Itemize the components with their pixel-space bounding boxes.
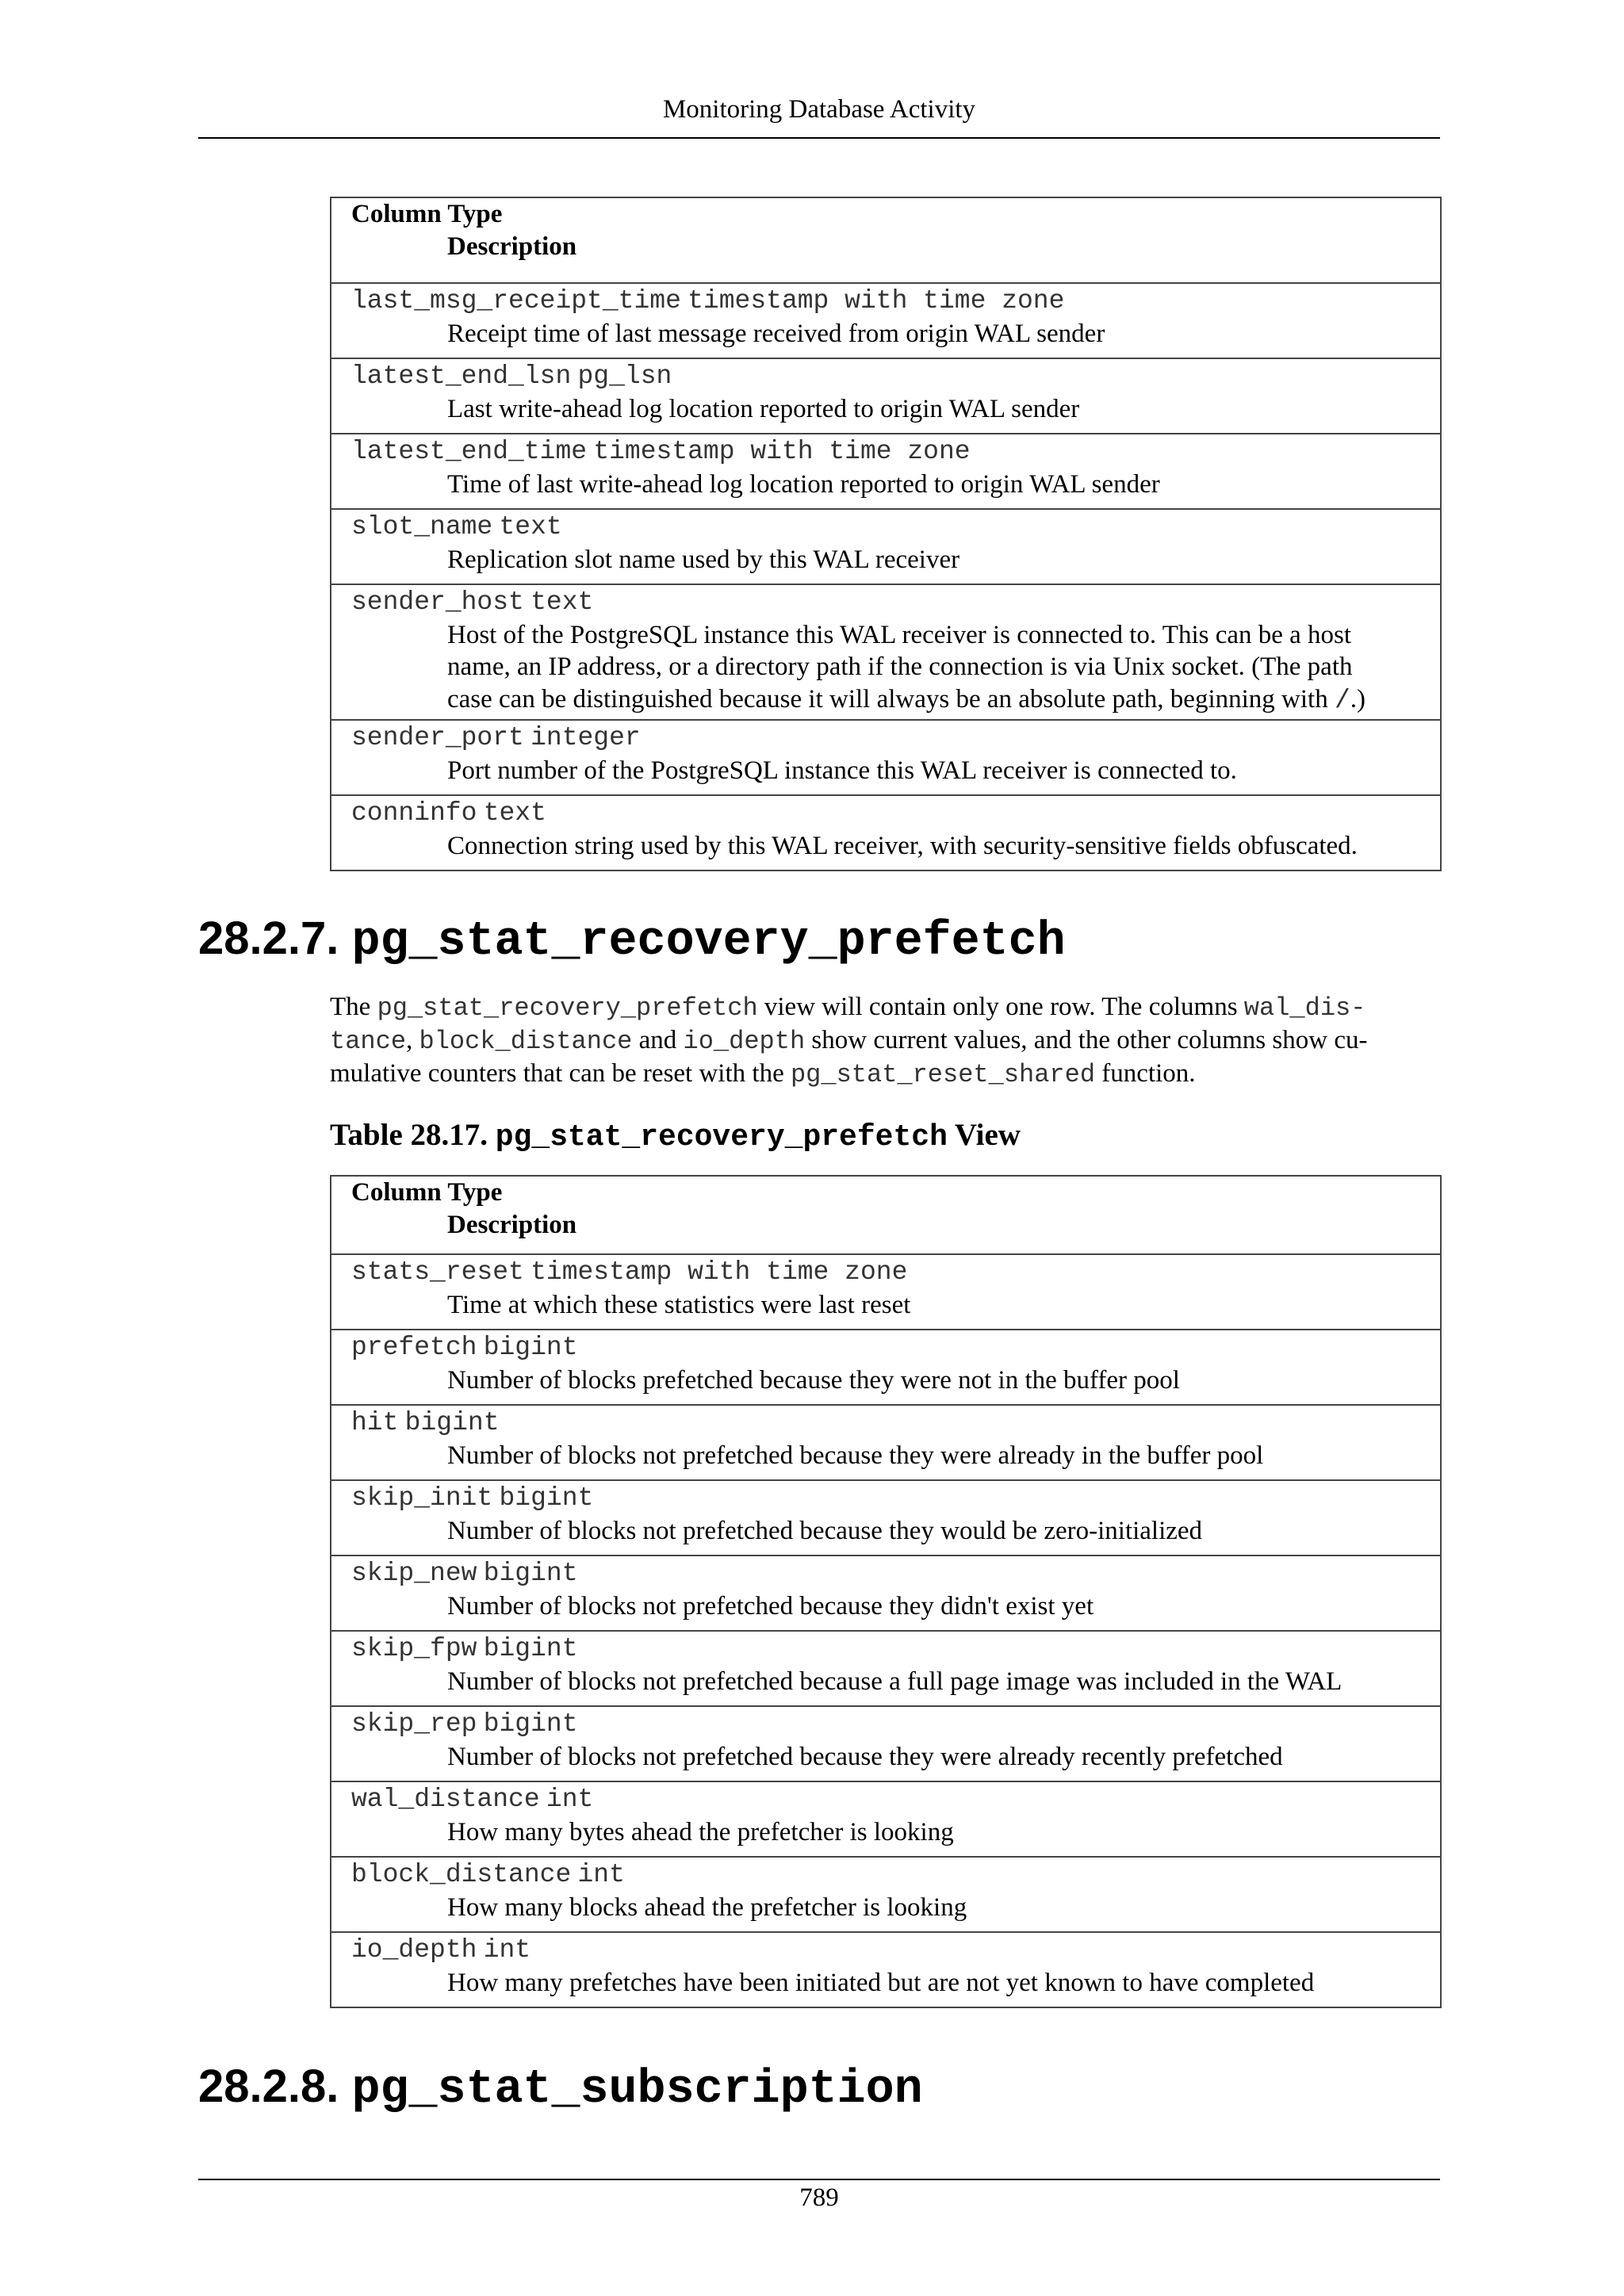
- table-cell: [331, 584, 1441, 720]
- column-type: bigint: [404, 1408, 500, 1437]
- table-cell: [331, 1405, 1441, 1480]
- section-view-name: pg_stat_recovery_prefetch: [351, 915, 1066, 969]
- section-view-name: pg_stat_subscription: [351, 2063, 923, 2117]
- description-line: Number of blocks not prefetched because they were already recently prefetched: [447, 1742, 1283, 1771]
- column-name: last_msg_receipt_time: [351, 286, 681, 316]
- column-description: [351, 1440, 1421, 1475]
- column-type: text: [499, 512, 562, 541]
- column-name: stats_reset: [351, 1257, 524, 1287]
- table-row: [331, 720, 1441, 795]
- table-cell: [331, 720, 1441, 795]
- column-description: [351, 1892, 1421, 1927]
- column-type: bigint: [483, 1559, 578, 1588]
- column-description: [351, 1364, 1421, 1399]
- column-type: timestamp with time zone: [688, 286, 1065, 316]
- column-name-type: [351, 1933, 1421, 1967]
- table-row: [331, 358, 1441, 434]
- description-line: Number of blocks not prefetched because a full page image was included in the WAL: [447, 1667, 1342, 1696]
- table-row: [331, 795, 1441, 871]
- column-name: block_distance: [351, 1860, 572, 1889]
- column-name-type: [351, 510, 1421, 544]
- description-line: Receipt time of last message received from origin WAL sender: [447, 319, 1105, 348]
- columns-table-recovery-prefetch: [330, 1175, 1442, 2008]
- column-description: [351, 393, 1421, 428]
- table-cell: [331, 283, 1441, 358]
- column-name: skip_new: [351, 1559, 477, 1588]
- column-description: [351, 619, 1421, 720]
- description-line: Port number of the PostgreSQL instance this WAL receiver is connected to.: [447, 756, 1237, 785]
- column-description: [351, 1515, 1421, 1550]
- column-name: skip_init: [351, 1483, 493, 1513]
- column-type: bigint: [483, 1634, 578, 1663]
- table-cell: [331, 358, 1441, 434]
- table-row: [331, 1330, 1441, 1405]
- table-row: [331, 584, 1441, 720]
- column-type: timestamp with time zone: [593, 437, 971, 466]
- column-name-type: [351, 1782, 1421, 1816]
- table-cell: [331, 795, 1441, 871]
- table-row: [331, 283, 1441, 358]
- description-line: Number of blocks not prefetched because they would be zero-initialized: [447, 1516, 1203, 1545]
- header-rule: [198, 137, 1440, 139]
- description-line: Number of blocks not prefetched because they didn't exist yet: [447, 1591, 1094, 1621]
- column-type: bigint: [483, 1709, 578, 1739]
- column-name-type: [351, 796, 1421, 830]
- column-type: int: [483, 1935, 531, 1965]
- table-cell: [331, 434, 1441, 509]
- column-name: slot_name: [351, 512, 493, 541]
- table-cell: [331, 1254, 1441, 1330]
- description-line: Number of blocks prefetched because they were not in the buffer pool: [447, 1365, 1180, 1395]
- table-row: [331, 1556, 1441, 1631]
- column-name-type: [351, 1255, 1421, 1289]
- table-row: [331, 1706, 1441, 1781]
- column-name: hit: [351, 1408, 399, 1437]
- column-name: skip_fpw: [351, 1634, 477, 1663]
- running-header: Monitoring Database Activity: [662, 95, 976, 124]
- column-description: [351, 830, 1421, 865]
- description-line: name, an IP address, or a directory path if the connection is via Unix socket. (The path: [447, 652, 1353, 681]
- page-number: 789: [799, 2183, 839, 2212]
- table-caption: Table 28.17. pg_stat_recovery_prefetch View: [330, 1118, 1021, 1154]
- column-name: skip_rep: [351, 1709, 477, 1739]
- column-type: int: [577, 1860, 625, 1889]
- column-type: text: [483, 798, 546, 828]
- column-type: bigint: [483, 1333, 578, 1362]
- column-name: sender_port: [351, 723, 524, 752]
- table-row: [331, 1254, 1441, 1330]
- column-name-type: [351, 434, 1421, 469]
- description-line: Time of last write-ahead log location reported to origin WAL sender: [447, 469, 1160, 499]
- column-name-type: [351, 1707, 1421, 1741]
- table-cell: [331, 1631, 1441, 1706]
- header-description: Description: [447, 1210, 577, 1239]
- column-name-type: [351, 359, 1421, 393]
- table-row: [331, 1405, 1441, 1480]
- table-cell: [331, 1480, 1441, 1556]
- column-name-type: [351, 721, 1421, 755]
- section-title-pg-stat-recovery-prefetch: [198, 913, 1066, 967]
- table-row: [331, 1631, 1441, 1706]
- column-type: bigint: [499, 1483, 594, 1513]
- column-name: latest_end_time: [351, 437, 588, 466]
- table-cell: [331, 509, 1441, 584]
- column-description: [351, 469, 1421, 503]
- column-description: [351, 318, 1421, 353]
- description-line: How many blocks ahead the prefetcher is looking: [447, 1892, 967, 1922]
- section-number: 28.2.7.: [198, 913, 339, 964]
- table-row: [331, 434, 1441, 509]
- column-name: prefetch: [351, 1333, 477, 1362]
- table-cell: [331, 1330, 1441, 1405]
- table-cell: [331, 1857, 1441, 1932]
- column-name-type: [351, 1858, 1421, 1892]
- description-line: Host of the PostgreSQL instance this WAL receiver is connected to. This can be a host: [447, 620, 1352, 649]
- description-line: Last write-ahead log location reported to origin WAL sender: [447, 394, 1080, 423]
- column-name: io_depth: [351, 1935, 477, 1965]
- column-description: [351, 1816, 1421, 1851]
- table-row: [331, 1857, 1441, 1932]
- description-line: case can be distinguished because it will always be an absolute path, beginning with /.): [447, 684, 1366, 715]
- description-line: Number of blocks not prefetched because they were already in the buffer pool: [447, 1441, 1264, 1470]
- header-column-type: Column Type: [351, 200, 503, 228]
- column-description: [351, 1741, 1421, 1776]
- table-cell: [331, 1556, 1441, 1631]
- table-row: [331, 1781, 1441, 1857]
- column-name-type: [351, 284, 1421, 318]
- column-name: conninfo: [351, 798, 477, 828]
- column-name-type: [351, 1406, 1421, 1440]
- table-row: [331, 1932, 1441, 2007]
- table-cell: [331, 1706, 1441, 1781]
- table-cell: [331, 1932, 1441, 2007]
- column-description: [351, 1967, 1421, 2002]
- table-cell: [331, 1781, 1441, 1857]
- column-name: latest_end_lsn: [351, 362, 572, 391]
- description-line: Replication slot name used by this WAL receiver: [447, 545, 960, 574]
- header-column-type: Column Type: [351, 1178, 503, 1207]
- column-type: int: [546, 1785, 594, 1814]
- column-description: [351, 1590, 1421, 1625]
- table-header-row: [331, 1176, 1441, 1254]
- column-name-type: [351, 1330, 1421, 1364]
- column-name-type: [351, 1556, 1421, 1590]
- column-type: timestamp with time zone: [530, 1257, 908, 1287]
- column-name: wal_distance: [351, 1785, 540, 1814]
- header-description: Description: [447, 232, 577, 261]
- section-paragraph: The pg_stat_recovery_prefetch view will contain only one row. The columns wal_dis- tance, block_distance and io_depth show current values, and the other columns show cu- mulative counters that can be reset with the pg_stat_reset_shared function.: [330, 993, 1368, 1089]
- section-title-pg-stat-subscription: [198, 2061, 923, 2115]
- description-line: Connection string used by this WAL receiver, with security-sensitive fields obfuscated.: [447, 831, 1358, 860]
- column-name-type: [351, 1481, 1421, 1515]
- column-type: text: [530, 587, 594, 617]
- column-description: [351, 1666, 1421, 1701]
- table-row: [331, 1480, 1441, 1556]
- column-type: pg_lsn: [577, 362, 672, 391]
- footer-rule: [198, 2179, 1440, 2180]
- column-description: [351, 755, 1421, 790]
- table-header-row: [331, 197, 1441, 283]
- column-type: integer: [530, 723, 641, 752]
- column-description: [351, 1289, 1421, 1324]
- description-line: How many bytes ahead the prefetcher is looking: [447, 1817, 954, 1846]
- section-number: 28.2.8.: [198, 2061, 339, 2112]
- table-row: [331, 509, 1441, 584]
- description-line: Time at which these statistics were last reset: [447, 1290, 911, 1319]
- column-description: [351, 544, 1421, 579]
- column-name-type: [351, 1632, 1421, 1666]
- column-name-type: [351, 585, 1421, 619]
- description-line: How many prefetches have been initiated but are not yet known to have completed: [447, 1968, 1315, 1997]
- column-name: sender_host: [351, 587, 524, 617]
- columns-table-wal-receiver: [330, 197, 1442, 871]
